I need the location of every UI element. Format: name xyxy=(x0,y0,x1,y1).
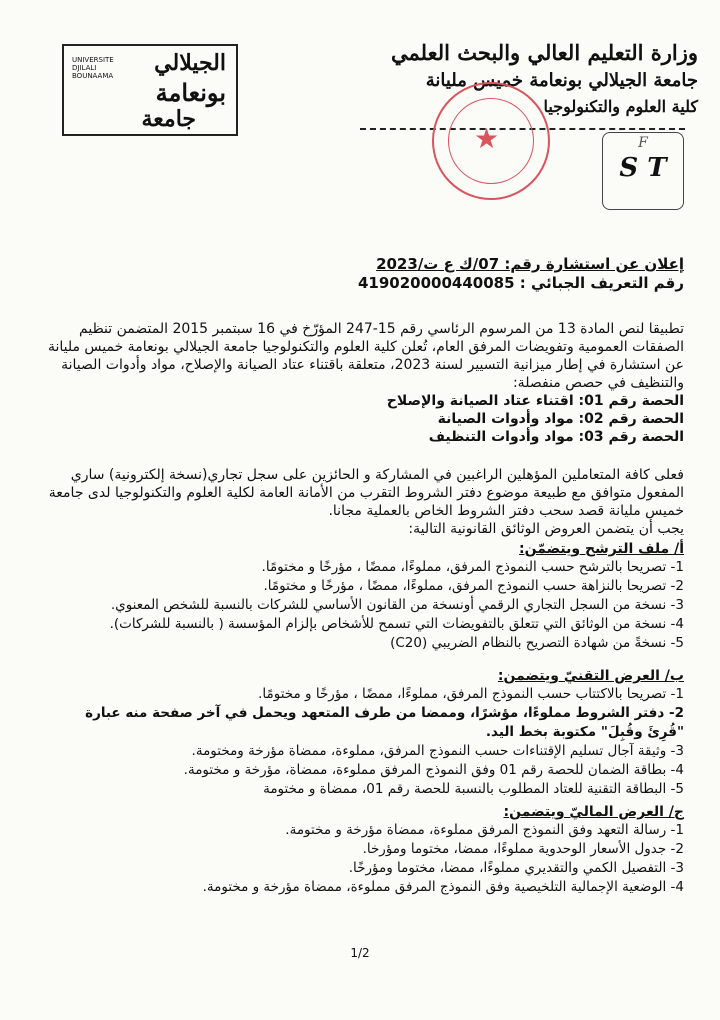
section-candidature xyxy=(44,540,684,653)
section-financial xyxy=(44,803,684,897)
official-stamp xyxy=(432,82,550,200)
list-item: 1- تصريحا بالاكتتاب حسب النموذج المرفق، مملوءًا، ممضًا ، مؤرخًا و مختومًا. xyxy=(258,686,684,702)
body-block xyxy=(44,466,684,897)
list-item: 2- تصريحا بالنزاهة حسب النموذج المرفق، مملوءًا، ممضًا ، مؤرخًا و مختومًا. xyxy=(263,578,684,594)
list-item: 5- البطاقة التقنية للعتاد المطلوب بالنسبة للحصة رقم 01، ممضاة و مختومة xyxy=(263,781,684,797)
intro-block xyxy=(44,320,684,446)
eligibility-paragraph: فعلى كافة المتعاملين المؤهلين الراغبين في المشاركة و الحائزين على سجل تجاري(نسخة إلكترونية) ساري المفعول متوافق مع طبيعة موضوع دفتر الشروط التقرب من الأمانة العامة لكلية العلوم والتكنولوجيا لدى جامعة خميس مليانة قصد سحب دفتر الشروط الخاص بالعملية مجانا. xyxy=(48,467,684,519)
notice-heading xyxy=(44,255,684,293)
required-docs-intro: يجب أن يتضمن العروض الوثائق القانونية التالية: xyxy=(408,521,684,537)
logo-text-3: جامعة xyxy=(141,106,196,132)
intro-paragraph: تطبيقا لنص المادة 13 من المرسوم الرئاسي رقم 15-247 المؤرّخ في 16 سبتمبر 2015 المتضمن تنظيم الصفقات العمومية وتفويضات المرفق العام، تُعلن كلية العلوم والتكنولوجيا جامعة الجيلالي بونعامة خميس مليانة عن استشارة في إطار ميزانية التسيير لسنة 2023، متعلقة باقتناء عتاد الصيانة والإصلاح، مواد وأدوات الصيانة والتنظيف في حصص منفصلة: xyxy=(47,321,684,391)
lot-item: الحصة رقم 03: مواد وأدوات التنظيف xyxy=(428,429,684,445)
stamp-star-icon: ★ xyxy=(474,122,500,155)
section-title: ب/ العرض التقنيّ ويتضمن: xyxy=(497,668,684,684)
fst-logo-top: F xyxy=(638,135,648,151)
page-number: 1/2 xyxy=(350,946,370,960)
list-item: 1- تصريحا بالترشح حسب النموذج المرفق، مملوءًا، ممضًا ، مؤرخًا و مختومًا. xyxy=(261,559,684,575)
fst-logo-bottom: S T xyxy=(619,153,667,183)
lot-item: الحصة رقم 02: مواد وأدوات الصيانة xyxy=(437,411,684,427)
logo-text-1: الجيلالي xyxy=(154,50,226,76)
section-title: ج/ العرض الماليّ ويتضمن: xyxy=(503,804,684,820)
list-item: 5- نسخةً من شهادة التصريح بالنظام الضريبي (C20) xyxy=(390,635,684,651)
list-item: 2- جدول الأسعار الوحدوية مملوءًا، ممضا، مختوما ومؤرخا. xyxy=(362,841,684,857)
list-item: 4- بطاقة الضمان للحصة رقم 01 وفق النموذج المرفق مملوءة، ممضاة، مؤرخة و مختومة. xyxy=(183,762,684,778)
list-item: 4- نسخة من الوثائق التي تتعلق بالتفويضات التي تسمح للأشخاص بإلزام المؤسسة ( بالنسبة للشركات). xyxy=(109,616,684,632)
list-item: 3- وثيقة آجال تسليم الإقتناءات حسب النموذج المرفق، مملوءة، ممضاة مؤرخة ومختومة. xyxy=(191,743,684,759)
tax-id: رقم التعريف الجبائي : 419020000440085 xyxy=(357,274,684,292)
list-item: 1- رسالة التعهد وفق النموذج المرفق مملوءة، ممضاة مؤرخة و مختومة. xyxy=(285,822,684,838)
university-name: جامعة الجيلالي بونعامة خميس مليانة xyxy=(425,70,698,91)
list-item: 3- نسخة من السجل التجاري الرقمي أونسخة من القانون الأساسي للشركات بالنسبة للشخص المعنوي. xyxy=(110,597,684,613)
logo-text-2: بونعامة xyxy=(155,78,226,107)
list-item: 3- التفصيل الكمي والتقديري مملوءًا، ممضا، مختوما ومؤرخًا. xyxy=(348,860,684,876)
list-item: 2- دفتر الشروط مملوءًا، مؤشرًا، وممضا من طرف المتعهد ويحمل في آخر صفحة منه عبارة "قُرِئَ وقُبِلَ" مكتوبة بخط اليد. xyxy=(85,705,684,740)
section-technical xyxy=(44,667,684,799)
faculty-name: كلية العلوم والتكنولوجيا xyxy=(543,97,698,116)
lot-item: الحصة رقم 01: اقتناء عتاد الصيانة والإصلاح xyxy=(386,393,684,409)
notice-title: إعلان عن استشارة رقم: 07/ك ع ت/2023 xyxy=(376,255,684,273)
logo-latin-text: UNIVERSITE DJILALI BOUNAAMA xyxy=(72,56,114,80)
ministry-name: وزارة التعليم العالي والبحث العلمي xyxy=(391,40,698,65)
list-item: 4- الوضعية الإجمالية التلخيصية وفق النموذج المرفق مملوءة، ممضاة مؤرخة و مختومة. xyxy=(202,879,684,895)
section-title: أ/ ملف الترشح ويتضمّن: xyxy=(519,541,684,557)
university-logo xyxy=(62,44,238,136)
faculty-logo xyxy=(602,132,684,210)
